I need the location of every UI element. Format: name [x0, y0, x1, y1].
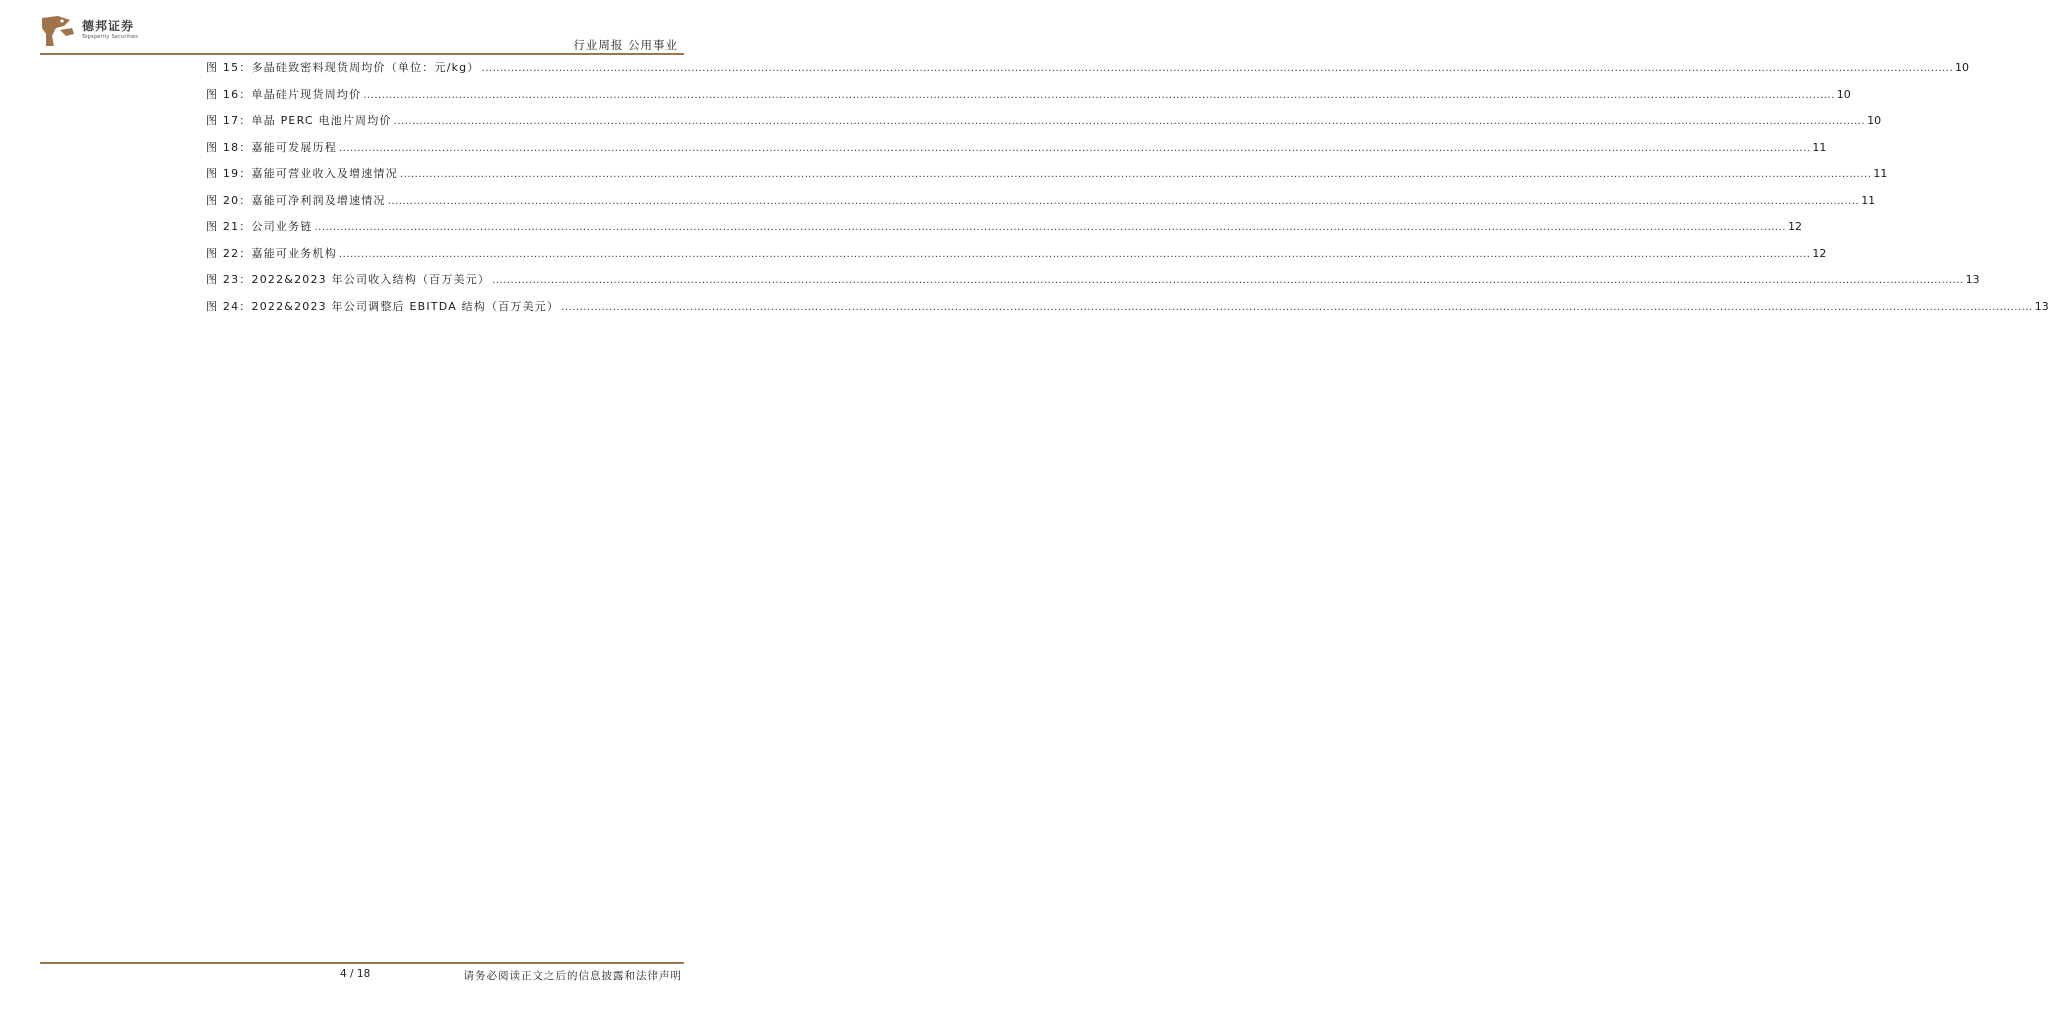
toc-entry[interactable] — [206, 60, 1970, 87]
toc-entry[interactable] — [206, 193, 1876, 220]
toc-entry-label: 图 17：单晶 PERC 电池片周均价 — [206, 114, 392, 127]
toc-leader-dots: ................................................................................................................................................................................................................................................................................................................................................................................................................ — [387, 195, 1860, 207]
toc-entry-page: 10 — [1955, 61, 1970, 74]
footer-divider — [40, 962, 684, 964]
toc-entry[interactable] — [206, 113, 1882, 140]
toc-entry[interactable] — [206, 166, 1888, 193]
toc-leader-dots: ................................................................................................................................................................................................................................................................................................................................................................................................................ — [393, 116, 1866, 127]
toc-entry-label: 图 24：2022&2023 年公司调整后 EBITDA 结构（百万美元） — [206, 299, 560, 313]
toc-entry[interactable] — [206, 87, 1851, 114]
toc-leader-dots: ................................................................................................................................................................................................................................................................................................................................................................................................................ — [561, 301, 2033, 313]
toc-leader-dots: ................................................................................................................................................................................................................................................................................................................................................................................................................ — [338, 248, 1811, 260]
toc-entry-page: 10 — [1867, 114, 1882, 127]
toc-entry-page: 13 — [2034, 299, 2049, 313]
logo-chinese-name: 德邦证券 — [82, 19, 135, 33]
toc-leader-dots: ................................................................................................................................................................................................................................................................................................................................................................................................................ — [314, 222, 1786, 233]
toc-leader-dots: ................................................................................................................................................................................................................................................................................................................................................................................................................ — [481, 63, 1954, 74]
report-category: 行业周报 公用事业 — [573, 38, 678, 52]
toc-entry-label: 图 15：多晶硅致密料现货周均价（单位：元/kg） — [206, 61, 480, 74]
toc-entry[interactable] — [206, 272, 1980, 299]
toc-entry-label: 图 16：单晶硅片现货周均价 — [206, 87, 362, 101]
toc-entry-page: 11 — [1873, 167, 1888, 180]
logo-mark-icon — [40, 14, 78, 48]
toc-entry[interactable] — [206, 140, 1827, 167]
page-header — [40, 14, 684, 54]
toc-entry-page: 10 — [1836, 87, 1851, 101]
company-logo — [40, 14, 150, 50]
toc-entry-page: 11 — [1812, 140, 1827, 154]
header-divider — [40, 53, 684, 55]
toc-entry[interactable] — [206, 246, 1827, 273]
toc-entry[interactable] — [206, 299, 2049, 326]
toc-entry-page: 12 — [1812, 246, 1827, 260]
logo-english-name: Topsperity Securities — [82, 34, 139, 40]
toc-entry-label: 图 19：嘉能可营业收入及增速情况 — [206, 167, 398, 180]
footer-disclaimer: 请务必阅读正文之后的信息披露和法律声明 — [463, 970, 682, 982]
toc-leader-dots: ................................................................................................................................................................................................................................................................................................................................................................................................................ — [338, 142, 1811, 154]
toc-entry-label: 图 23：2022&2023 年公司收入结构（百万美元） — [206, 273, 491, 286]
page-number: 4 / 18 — [340, 968, 371, 980]
toc-entry-label: 图 21：公司业务链 — [206, 220, 313, 233]
toc-entry-label: 图 20：嘉能可净利润及增速情况 — [206, 193, 386, 207]
toc-entry-page: 12 — [1787, 220, 1802, 233]
toc-entry-label: 图 22：嘉能可业务机构 — [206, 246, 337, 260]
toc-entry[interactable] — [206, 219, 1802, 246]
toc-leader-dots: ................................................................................................................................................................................................................................................................................................................................................................................................................ — [399, 169, 1872, 180]
figure-list — [206, 60, 2049, 325]
toc-entry-page: 13 — [1965, 273, 1980, 286]
toc-entry-label: 图 18：嘉能可发展历程 — [206, 140, 337, 154]
toc-leader-dots: ................................................................................................................................................................................................................................................................................................................................................................................................................ — [492, 275, 1964, 286]
toc-leader-dots: ................................................................................................................................................................................................................................................................................................................................................................................................................ — [363, 89, 1835, 101]
toc-entry-page: 11 — [1861, 193, 1876, 207]
